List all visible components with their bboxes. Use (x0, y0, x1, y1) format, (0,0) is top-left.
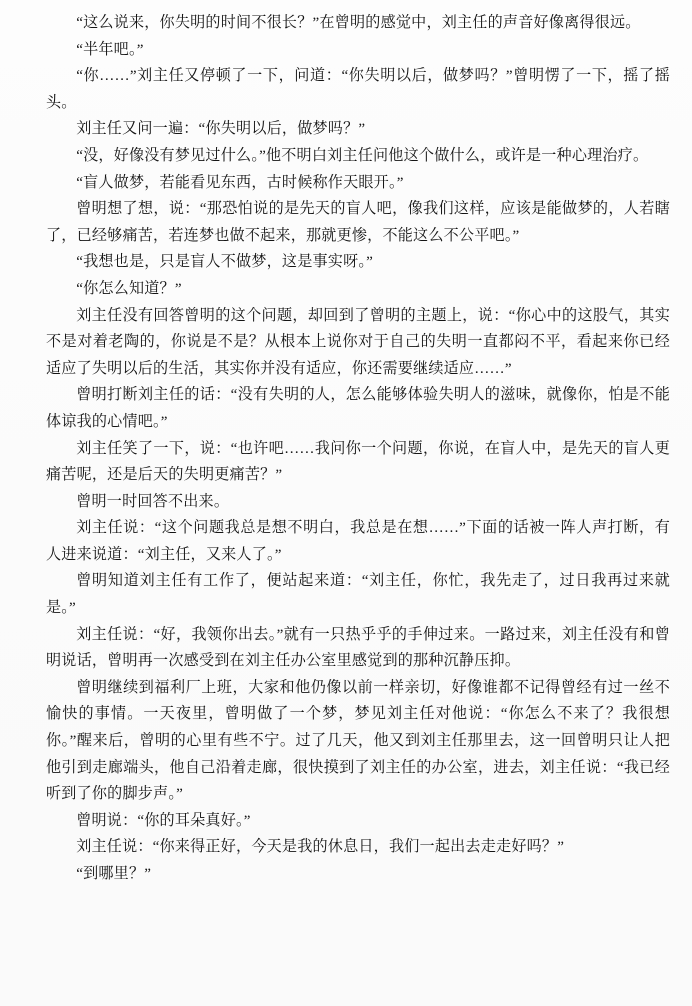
paragraph: 刘主任笑了一下，说：“也许吧……我问你一个问题，你说，在盲人中，是先天的盲人更痛苦呢，还是后天的失明更痛苦？” (46, 440, 670, 484)
paragraph: 刘主任说：“你来得正好，今天是我的休息日，我们一起出去走走好吗？” (76, 839, 565, 856)
paragraph: 刘主任说：“好，我领你出去。”就有一只热乎乎的手伸过来。一路过来，刘主任没有和曾明说话，曾明再一次感受到在刘主任办公室里感觉到的那种沉静压抑。 (46, 626, 670, 670)
paragraph: 曾明知道刘主任有工作了，便站起来道：“刘主任，你忙，我先走了，过日我再过来就是。” (46, 573, 670, 617)
paragraph: “半年吧。” (76, 41, 144, 58)
paragraph: 刘主任又问一遍：“你失明以后，做梦吗？” (76, 121, 366, 138)
paragraph: 刘主任没有回答曾明的这个问题，却回到了曾明的主题上，说：“你心中的这股气，其实不是对着老陶的，你说是不是？从根本上说你对于自己的失明一直都闷不平，看起来你已经适应了失明以后的生活，其实你并没有适应，你还需要继续适应……” (46, 307, 670, 377)
document-body (46, 10, 670, 888)
paragraph: “你……”刘主任又停顿了一下，问道：“你失明以后，做梦吗？”曾明愣了一下，摇了摇头。 (46, 68, 670, 111)
paragraph: 曾明一时回答不出来。 (76, 493, 230, 510)
paragraph: “你怎么知道？” (76, 280, 182, 297)
paragraph: “到哪里？” (76, 866, 152, 882)
paragraph: “盲人做梦，若能看见东西，古时候称作天眼开。” (76, 174, 404, 191)
paragraph: 曾明打断刘主任的话：“没有失明的人，怎么能够体验失明人的滋味，就像你，怕是不能体谅我的心情吧。” (46, 387, 670, 430)
paragraph: 刘主任说：“这个问题我总是想不明白，我总是在想……”下面的话被一阵人声打断，有人进来说道：“刘主任，又来人了。” (46, 520, 670, 563)
paragraph: “这么说来，你失明的时间不很长？”在曾明的感觉中，刘主任的声音好像离得很远。 (76, 15, 641, 31)
paragraph: 曾明想了想，说：“那恐怕说的是先天的盲人吧，像我们这样，应该是能做梦的，人若瞎了，已经够痛苦，若连梦也做不起来，那就更惨，不能这么不公平吧。” (46, 201, 670, 244)
paragraph: “我想也是，只是盲人不做梦，这是事实呀。” (76, 254, 374, 271)
paragraph: “没，好像没有梦见过什么。”他不明白刘主任问他这个做什么，或许是一种心理治疗。 (76, 147, 649, 164)
paragraph: 曾明继续到福利厂上班，大家和他仍像以前一样亲切，好像谁都不记得曾经有过一丝不愉快的事情。一天夜里，曾明做了一个梦，梦见刘主任对他说：“你怎么不来了？我很想你。”醒来后，曾明的心里有些不宁。过了几天，他又到刘主任那里去，这一回曾明只让人把他引到走廊端头，他自己沿着走廊，很快摸到了刘主任的办公室，进去，刘主任说：“我已经听到了你的脚步声。” (46, 679, 670, 803)
paragraph: 曾明说：“你的耳朵真好。” (76, 812, 251, 829)
